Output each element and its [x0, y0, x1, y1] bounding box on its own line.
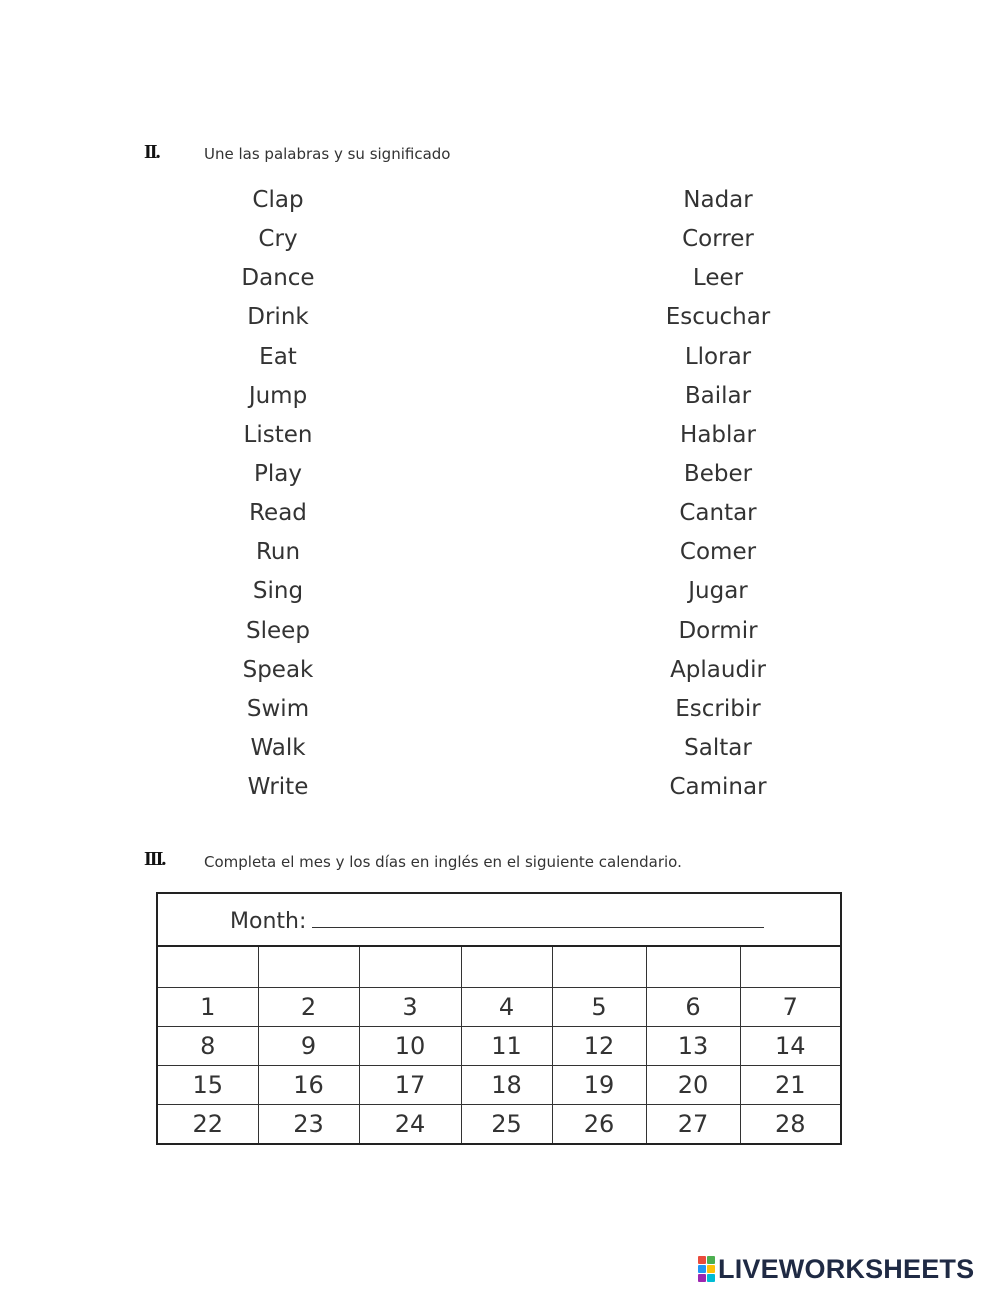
- english-word[interactable]: Run: [255, 539, 301, 566]
- day-cell: 3: [359, 988, 461, 1027]
- day-cell: 1: [157, 988, 258, 1027]
- logo-square-icon: [698, 1265, 706, 1273]
- day-cell: 9: [258, 1027, 359, 1066]
- week-row: [157, 1066, 841, 1105]
- english-word[interactable]: Swim: [246, 695, 310, 722]
- day-cell: 13: [646, 1027, 740, 1066]
- day-cell: 21: [740, 1066, 841, 1105]
- week-row: [157, 1027, 841, 1066]
- day-cell: 26: [552, 1105, 646, 1145]
- weekday-input-cell[interactable]: [359, 946, 461, 988]
- english-word[interactable]: Clap: [252, 187, 304, 213]
- english-word[interactable]: Write: [247, 774, 309, 801]
- section-3-instruction: Completa el mes y los días en inglés en el siguiente calendario.: [204, 853, 682, 871]
- english-word[interactable]: Listen: [243, 421, 313, 448]
- day-cell: 17: [359, 1066, 461, 1105]
- month-cell: [157, 893, 841, 946]
- spanish-words-column: [608, 181, 828, 807]
- spanish-word[interactable]: Escribir: [675, 695, 761, 722]
- liveworksheets-logo-icon: [698, 1256, 715, 1282]
- month-input-line[interactable]: [312, 909, 764, 928]
- day-cell: 22: [157, 1105, 258, 1145]
- day-cell: 18: [461, 1066, 552, 1105]
- english-word[interactable]: Read: [249, 500, 307, 527]
- week-row: [157, 1105, 841, 1145]
- day-cell: 20: [646, 1066, 740, 1105]
- weekday-input-cell[interactable]: [552, 946, 646, 988]
- weekday-input-cell[interactable]: [157, 946, 258, 988]
- english-word[interactable]: Play: [254, 460, 302, 487]
- day-cell: 24: [359, 1105, 461, 1145]
- english-word[interactable]: Cry: [258, 226, 298, 253]
- spanish-word[interactable]: Cantar: [679, 500, 757, 527]
- spanish-word[interactable]: Comer: [679, 539, 757, 566]
- logo-square-icon: [707, 1256, 715, 1264]
- logo-square-icon: [707, 1274, 715, 1282]
- liveworksheets-brand-text: LIVEWORKSHEETS: [718, 1253, 975, 1284]
- day-cell: 8: [157, 1027, 258, 1066]
- logo-square-icon: [707, 1265, 715, 1273]
- day-cell: 25: [461, 1105, 552, 1145]
- spanish-word[interactable]: Caminar: [669, 774, 767, 801]
- spanish-word[interactable]: Jugar: [688, 578, 748, 605]
- calendar-table: [156, 892, 842, 1145]
- english-word[interactable]: Sing: [252, 578, 304, 605]
- english-word[interactable]: Walk: [250, 734, 306, 761]
- spanish-word[interactable]: Aplaudir: [670, 656, 766, 683]
- calendar-month-row: [157, 893, 841, 946]
- day-cell: 11: [461, 1027, 552, 1066]
- spanish-word[interactable]: Bailar: [684, 382, 752, 409]
- month-label: Month:: [230, 908, 307, 934]
- logo-square-icon: [698, 1274, 706, 1282]
- spanish-word[interactable]: Saltar: [684, 734, 752, 761]
- english-words-column: [168, 181, 388, 807]
- section-2-numeral: II.: [144, 141, 159, 163]
- liveworksheets-logo[interactable]: [698, 1255, 974, 1283]
- spanish-word[interactable]: Beber: [683, 460, 753, 487]
- week-row: [157, 988, 841, 1027]
- english-word[interactable]: Speak: [242, 656, 314, 683]
- logo-square-icon: [698, 1256, 706, 1264]
- day-cell: 19: [552, 1066, 646, 1105]
- spanish-word[interactable]: Hablar: [680, 421, 756, 448]
- weekday-names-row: [157, 946, 841, 988]
- spanish-word[interactable]: Correr: [682, 226, 754, 253]
- day-cell: 4: [461, 988, 552, 1027]
- english-word[interactable]: Dance: [241, 265, 315, 292]
- english-word[interactable]: Jump: [248, 382, 308, 409]
- weekday-input-cell[interactable]: [740, 946, 841, 988]
- day-cell: 16: [258, 1066, 359, 1105]
- day-cell: 2: [258, 988, 359, 1027]
- day-cell: 15: [157, 1066, 258, 1105]
- spanish-word[interactable]: Nadar: [683, 187, 753, 213]
- day-cell: 28: [740, 1105, 841, 1145]
- spanish-word[interactable]: Llorar: [684, 343, 752, 370]
- weekday-input-cell[interactable]: [258, 946, 359, 988]
- english-word[interactable]: Sleep: [246, 617, 310, 644]
- day-cell: 12: [552, 1027, 646, 1066]
- spanish-word[interactable]: Leer: [692, 265, 744, 292]
- day-cell: 7: [740, 988, 841, 1027]
- spanish-word[interactable]: Dormir: [678, 617, 758, 644]
- english-word[interactable]: Drink: [247, 304, 309, 331]
- day-cell: 6: [646, 988, 740, 1027]
- day-cell: 14: [740, 1027, 841, 1066]
- day-cell: 5: [552, 988, 646, 1027]
- english-word[interactable]: Eat: [259, 343, 297, 370]
- day-cell: 27: [646, 1105, 740, 1145]
- section-2-instruction: Une las palabras y su significado: [204, 145, 451, 163]
- day-cell: 10: [359, 1027, 461, 1066]
- day-cell: 23: [258, 1105, 359, 1145]
- weekday-input-cell[interactable]: [461, 946, 552, 988]
- section-3-numeral: III.: [144, 848, 165, 870]
- weekday-input-cell[interactable]: [646, 946, 740, 988]
- spanish-word[interactable]: Escuchar: [665, 304, 771, 331]
